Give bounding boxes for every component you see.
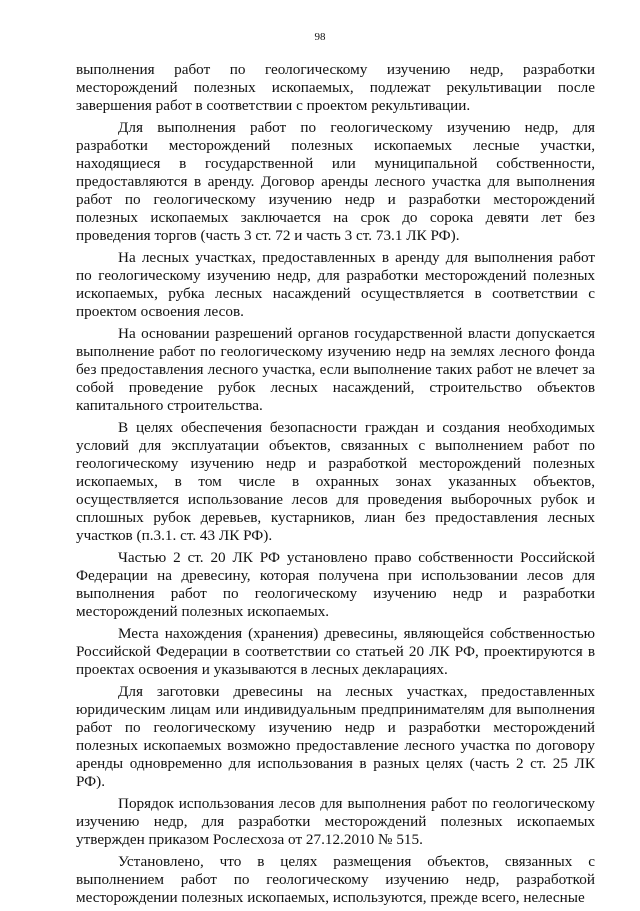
paragraph: В целях обеспечения безопасности граждан и создания необходимых условий для эксплуатации объектов, связанных с выполнением работ по геологическому изучению недр и разработкой месторождений полезных ископаемых, в том числе в охранных зонах указанных объектов, осуществляется использование лесов для проведения выборочных рубок и сплошных рубок деревьев, кустарников, лиан без предоставления лесных участков (п.3.1. ст. 43 ЛК РФ). xyxy=(76,419,595,544)
page-number: 98 xyxy=(314,31,326,43)
paragraph: Частью 2 ст. 20 ЛК РФ установлено право собственности Российской Федерации на древесину, которая получена при использовании лесов для выполнения работ по геологическому изучению недр и разработки месторождений полезных ископаемых. xyxy=(76,549,595,620)
paragraph: На лесных участках, предоставленных в аренду для выполнения работ по геологическому изучению недр, для разработки месторождений полезных ископаемых, рубка лесных насаждений осуществляется в соответствии с проектом освоения лесов. xyxy=(76,249,595,320)
paragraph: На основании разрешений органов государственной власти допускается выполнение работ по геологическому изучению недр на землях лесного фонда без предоставления лесного участка, если выполнение таких работ не влечет за собой проведение рубок лесных насаждений, строительство объектов капитального строительства. xyxy=(76,325,595,414)
document-body xyxy=(76,61,595,911)
paragraph: Места нахождения (хранения) древесины, являющейся собственностью Российской Федерации в соответствии со статьей 20 ЛК РФ, проектируются в проектах освоения и указываются в лесных декларациях. xyxy=(76,625,595,678)
paragraph: Порядок использования лесов для выполнения работ по геологическому изучению недр, для разработки месторождений полезных ископаемых утвержден приказом Рослесхоза от 27.12.2010 № 515. xyxy=(76,795,595,848)
paragraph: Установлено, что в целях размещения объектов, связанных с выполнением работ по геологическому изучению недр, разработкой месторождении полезных ископаемых, используются, прежде всего, нелесные xyxy=(76,853,595,906)
paragraph: выполнения работ по геологическому изучению недр, разработки месторождений полезных ископаемых, подлежат рекультивации после завершения работ в соответствии с проектом рекультивации. xyxy=(76,61,595,114)
paragraph: Для заготовки древесины на лесных участках, предоставленных юридическим лицам или индивидуальным предпринимателям для выполнения работ по геологическому изучению недр и разработки месторождений полезных ископаемых возможно предоставление лесного участка по договору аренды одновременно для использования в разных целях (часть 2 ст. 25 ЛК РФ). xyxy=(76,683,595,790)
paragraph: Для выполнения работ по геологическому изучению недр, для разработки месторождений полезных ископаемых лесные участки, находящиеся в государственной или муниципальной собственности, предоставляются в аренду. Договор аренды лесного участка для выполнения работ по геологическому изучению недр и разработки месторождений полезных ископаемых заключается на срок до сорока девяти лет без проведения торгов (часть 3 ст. 72 и часть 3 ст. 73.1 ЛК РФ). xyxy=(76,119,595,244)
